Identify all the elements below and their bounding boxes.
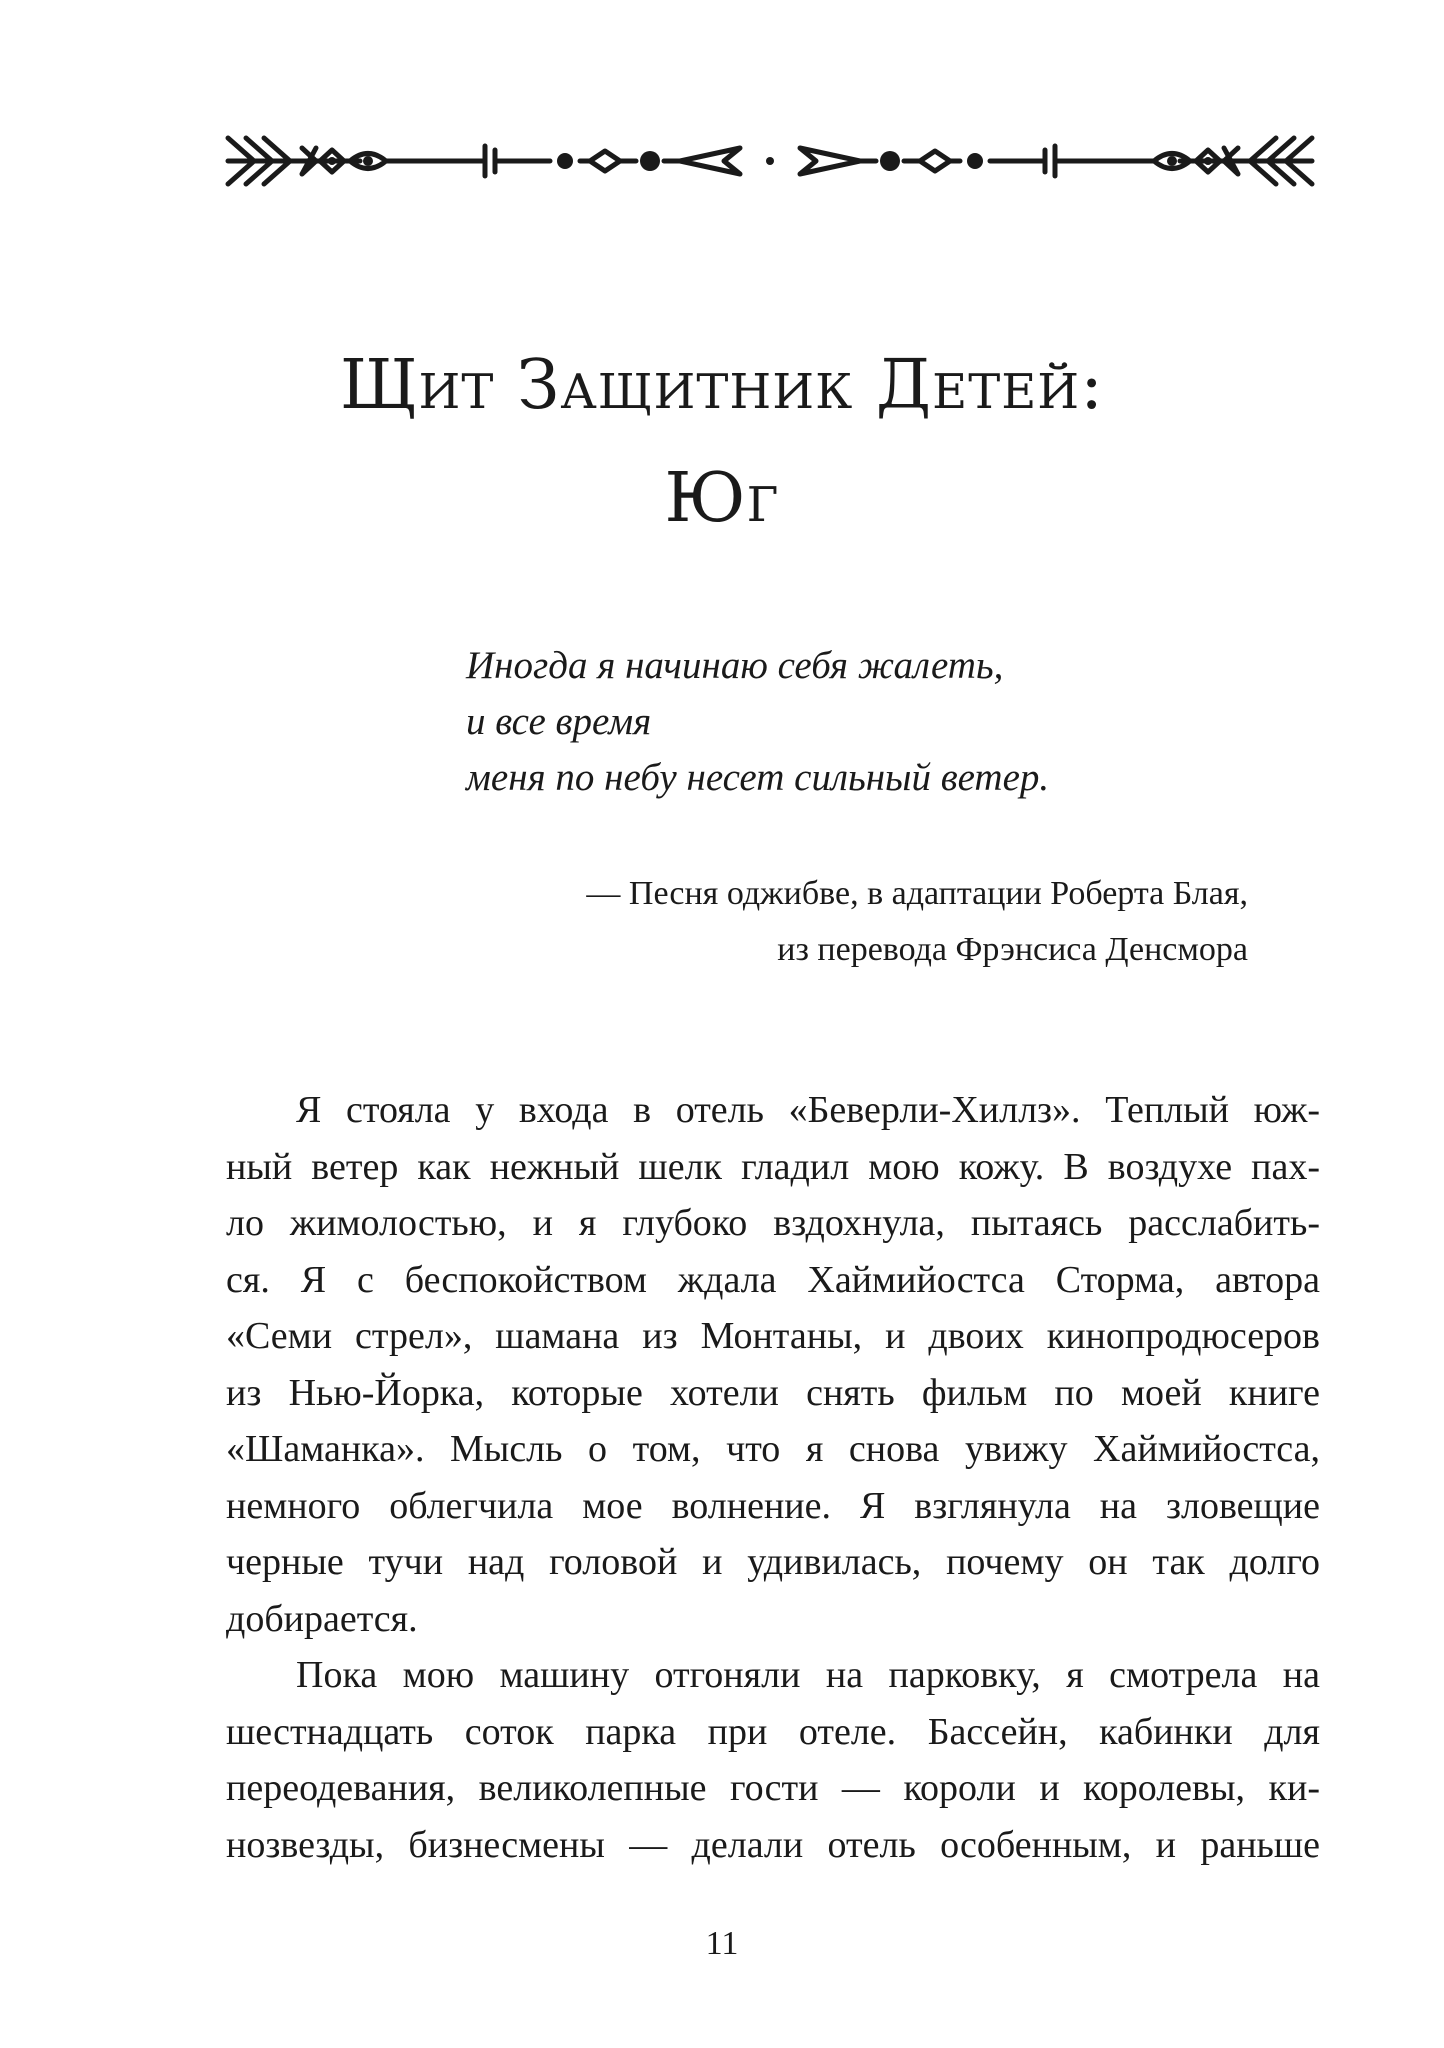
paragraph-line: добирается. (226, 1597, 418, 1640)
paragraph-line: Пока мою машину отгоняли на парковку, я смотрела на (296, 1654, 1320, 1696)
paragraph-line: из Нью-Йорка, которые хотели снять фильм по моей книге (226, 1371, 1320, 1414)
paragraph (226, 1082, 1320, 1647)
chapter-title-line-1: Щит Защитник Детей: (339, 346, 1105, 425)
paragraph-line: «Шаманка». Мысль о том, что я снова увижу Хаймийостса, (226, 1428, 1320, 1470)
body-text (226, 1082, 1320, 1873)
paragraph-line: шестнадцать соток парка при отеле. Бассейн, кабинки для (226, 1710, 1320, 1753)
paragraph-line: черные тучи над головой и удивилась, почему он так долго (226, 1541, 1320, 1583)
epigraph-line: меня по небу несет сильный ветер. (466, 756, 1050, 799)
paragraph-line: «Семи стрел», шамана из Монтаны, и двоих кинопродюсеров (226, 1315, 1320, 1357)
paragraph-line: ло жимолостью, и я глубоко вздохнула, пытаясь расслабить- (226, 1202, 1320, 1244)
paragraph-line: немного облегчила мое волнение. Я взглянула на зловещие (226, 1484, 1320, 1527)
paragraph-line: Я стояла у входа в отель «Беверли-Хиллз». Теплый юж- (296, 1089, 1320, 1131)
epigraph-attribution (348, 866, 1248, 978)
epigraph-line: Иногда я начинаю себя жалеть, (466, 644, 1004, 687)
paragraph-line: ся. Я с беспокойством ждала Хаймийостса Сторма, автора (226, 1258, 1320, 1301)
attribution-line: из перевода Фрэнсиса Денсмора (777, 931, 1248, 968)
paragraph-line: ный ветер как нежный шелк гладил мою кожу. В воздухе пах- (226, 1145, 1320, 1188)
epigraph (466, 638, 1286, 806)
attribution-line: — Песня оджибве, в адаптации Роберта Блая, (586, 875, 1248, 912)
tribal-arrow-divider-icon (220, 126, 1320, 196)
paragraph-line: нозвезды, бизнесмены — делали отель особенным, и раньше (226, 1823, 1320, 1866)
chapter-title-line-2: Юг (664, 459, 780, 538)
page-number: 11 (705, 1925, 739, 1962)
paragraph-line: переодевания, великолепные гости — короли и королевы, ки- (226, 1767, 1320, 1809)
paragraph (226, 1647, 1320, 1873)
epigraph-line: и все время (466, 700, 652, 743)
